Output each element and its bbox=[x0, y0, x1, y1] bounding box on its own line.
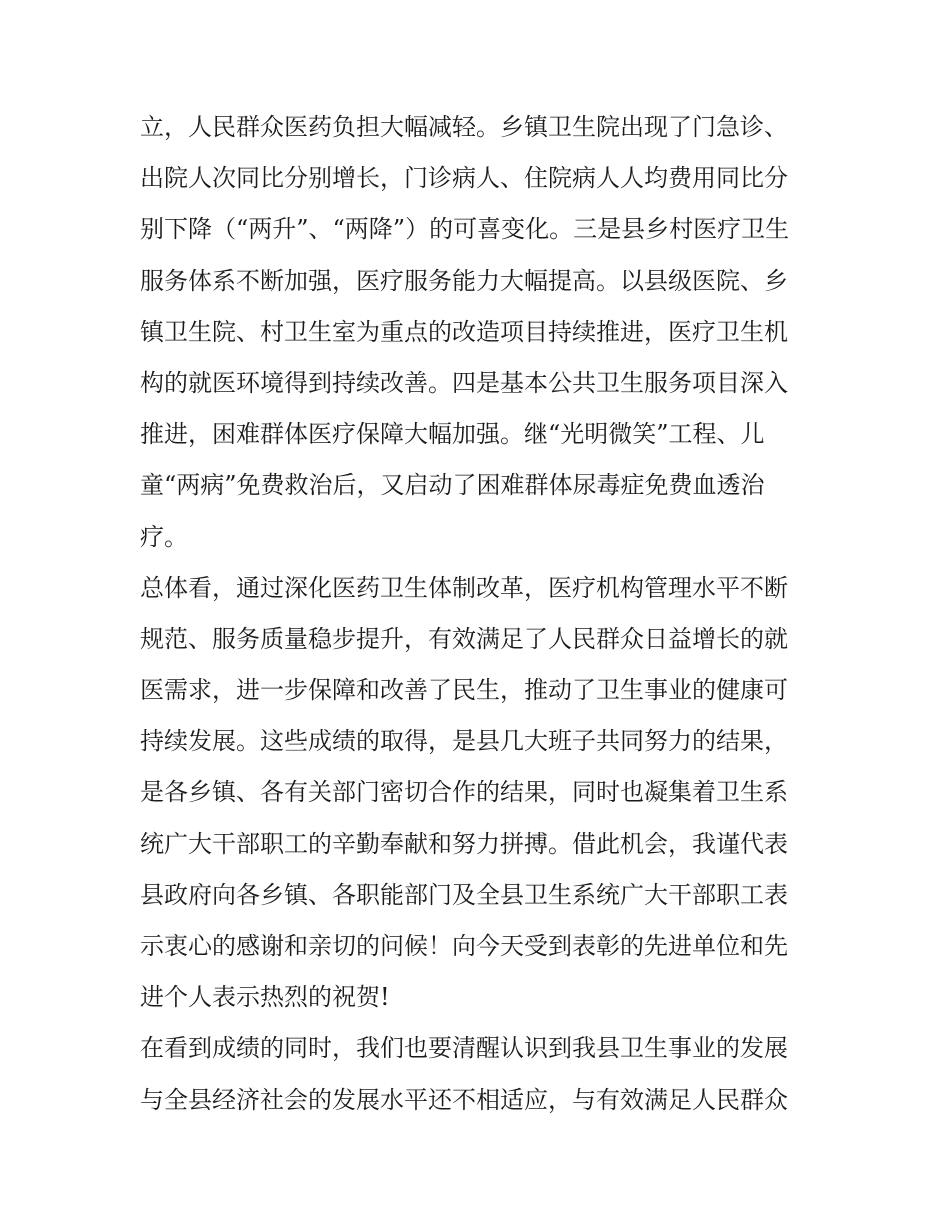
text-line: 持续发展。这些成绩的取得，是县几大班子共同努力的结果， bbox=[140, 727, 788, 756]
text-line: 立，人民群众医药负担大幅减轻。乡镇卫生院出现了门急诊、 bbox=[140, 113, 788, 141]
text-line: 县政府向各乡镇、各职能部门及全县卫生系统广大干部职工表 bbox=[140, 880, 788, 909]
text-line: 医需求，进一步保障和改善了民生，推动了卫生事业的健康可 bbox=[140, 676, 788, 705]
text-line: 推进，困难群体医疗保障大幅加强。继“光明微笑”工程、儿 bbox=[140, 420, 765, 449]
text-line: 与全县经济社会的发展水平还不相适应，与有效满足人民群众 bbox=[140, 1085, 788, 1114]
text-line: 别下降（“两升”、“两降”）的可喜变化。三是县乡村医疗卫生 bbox=[140, 215, 790, 244]
text-line: 规范、服务质量稳步提升，有效满足了人民群众日益增长的就 bbox=[140, 624, 788, 653]
text-line: 疗。 bbox=[140, 522, 188, 551]
text-line: 构的就医环境得到持续改善。四是基本公共卫生服务项目深入 bbox=[140, 368, 788, 397]
text-line: 是各乡镇、各有关部门密切合作的结果，同时也凝集着卫生系 bbox=[140, 778, 788, 807]
text-line: 示衷心的感谢和亲切的问候！向今天受到表彰的先进单位和先 bbox=[140, 932, 788, 960]
body-text bbox=[140, 102, 830, 1126]
text-line: 童“两病”免费救治后，又启动了困难群体尿毒症免费血透治 bbox=[140, 471, 765, 500]
text-line: 统广大干部职工的辛勤奉献和努力拼搏。借此机会，我谨代表 bbox=[140, 829, 788, 858]
text-line: 总体看，通过深化医药卫生体制改革，医疗机构管理水平不断 bbox=[140, 573, 788, 602]
text-line: 服务体系不断加强，医疗服务能力大幅提高。以县级医院、乡 bbox=[140, 266, 788, 295]
text-line: 出院人次同比分别增长，门诊病人、住院病人人均费用同比分 bbox=[140, 164, 788, 193]
text-line: 进个人表示热烈的祝贺! bbox=[140, 983, 390, 1012]
text-line: 镇卫生院、村卫生室为重点的改造项目持续推进，医疗卫生机 bbox=[140, 317, 788, 346]
text-line: 在看到成绩的同时，我们也要清醒认识到我县卫生事业的发展 bbox=[140, 1034, 788, 1063]
